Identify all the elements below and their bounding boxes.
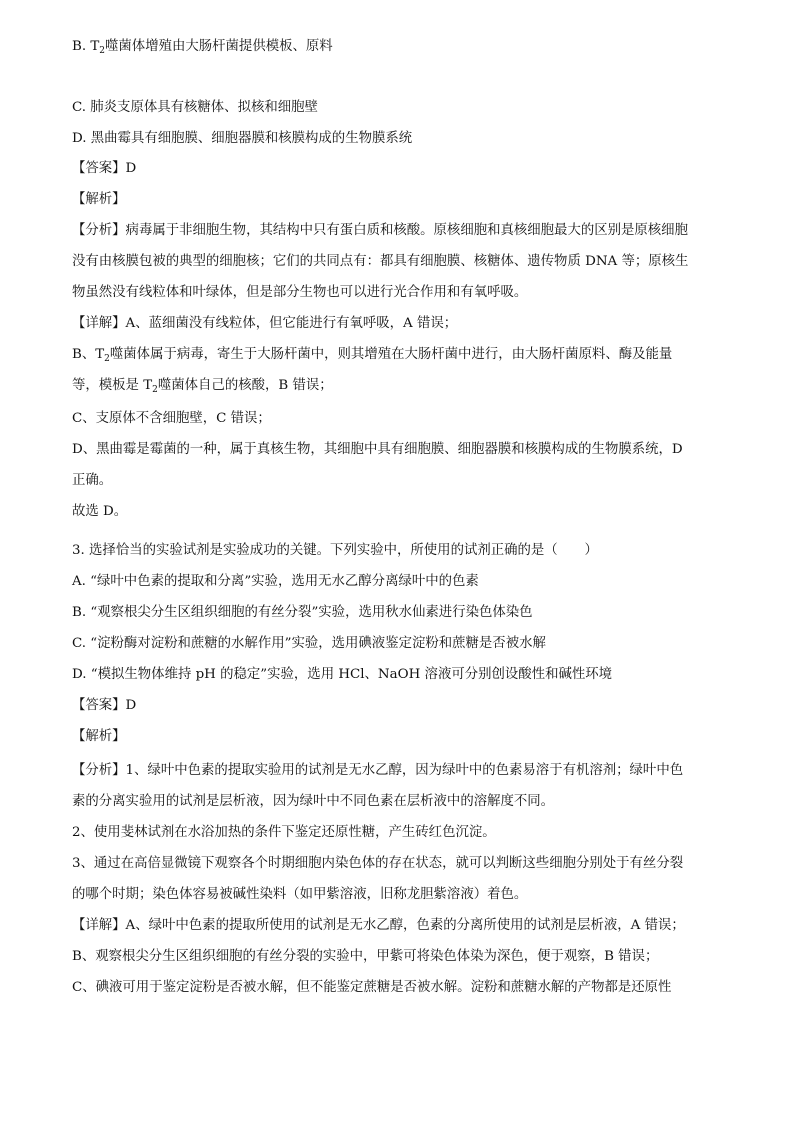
detail-line: C、碘液可用于鉴定淀粉是否被水解，但不能鉴定蔗糖是否被水解。淀粉和蔗糖水解的产物都是还原性	[72, 980, 672, 995]
detail-line-a: 【详解】A、蓝细菌没有线粒体，但它能进行有氧呼吸，A 错误；	[72, 316, 458, 331]
detail-line-d2: 正确。	[72, 473, 113, 488]
detail-line-d1: D、黑曲霉是霉菌的一种，属于真核生物，其细胞中具有细胞膜、细胞器膜和核膜构成的生物膜系统，D	[72, 442, 683, 457]
answer-line: 【答案】D	[72, 161, 137, 176]
analysis-line: 2、使用斐林试剂在水浴加热的条件下鉴定还原性糖，产生砖红色沉淀。	[72, 825, 496, 840]
analysis-line: 【分析】病毒属于非细胞生物，其结构中只有蛋白质和核酸。原核细胞和真核细胞最大的区别是原核细胞	[72, 223, 688, 238]
option-d: D. “模拟生物体维持 pH 的稳定”实验，选用 HCl、NaOH 溶液可分别创设酸性和碱性环境	[72, 667, 613, 682]
answer-line: 【答案】D	[72, 698, 137, 713]
option-c: C. “淀粉酶对淀粉和蔗糖的水解作用”实验，选用碘液鉴定淀粉和蔗糖是否被水解	[72, 636, 546, 651]
analysis-heading: 【解析】	[72, 192, 126, 207]
option-b: B. “观察根尖分生区组织细胞的有丝分裂”实验，选用秋水仙素进行染色体染色	[72, 605, 533, 620]
detail-line: B、观察根尖分生区组织细胞的有丝分裂的实验中，甲紫可将染色体染为深色，便于观察，B 错误；	[72, 949, 659, 964]
option-d: D. 黑曲霉具有细胞膜、细胞器膜和核膜构成的生物膜系统	[72, 131, 413, 146]
analysis-line: 的哪个时期；染色体容易被碱性染料（如甲紫溶液，旧称龙胆紫溶液）着色。	[72, 887, 528, 902]
analysis-line: 【分析】1、绿叶中色素的提取实验用的试剂是无水乙醇，因为绿叶中的色素易溶于有机溶剂；绿叶中色	[72, 763, 684, 778]
detail-line-b1: B、$T_2$噬菌体属于病毒，寄生于大肠杆菌中，则其增殖在大肠杆菌中进行，由大肠杆菌原料、酶及能量	[72, 347, 673, 364]
option-a: A. “绿叶中色素的提取和分离”实验，选用无水乙醇分离绿叶中的色素	[72, 574, 479, 589]
analysis-heading: 【解析】	[72, 729, 126, 744]
option-b: B. $T_2$噬菌体增殖由大肠杆菌提供模板、原料	[72, 39, 333, 56]
question-stem: 3. 选择恰当的实验试剂是实验成功的关键。下列实验中，所使用的试剂正确的是（ ）	[72, 543, 598, 558]
detail-line: 【详解】A、绿叶中色素的提取所使用的试剂是无水乙醇，色素的分离所使用的试剂是层析液，A 错误；	[72, 918, 685, 933]
analysis-line: 素的分离实验用的试剂是层析液，因为绿叶中不同色素在层析液中的溶解度不同。	[72, 794, 555, 809]
analysis-line: 物虽然没有线粒体和叶绿体，但是部分生物也可以进行光合作用和有氧呼吸。	[72, 285, 528, 300]
option-c: C. 肺炎支原体具有核糖体、拟核和细胞壁	[72, 100, 318, 115]
analysis-line: 没有由核膜包被的典型的细胞核；它们的共同点有：都具有细胞膜、核糖体、遗传物质 DNA 等；原核生	[72, 254, 689, 269]
conclusion-line: 故选 D。	[72, 504, 128, 519]
analysis-line: 3、通过在高倍显微镜下观察各个时期细胞内染色体的存在状态，就可以判断这些细胞分别处于有丝分裂	[72, 856, 684, 871]
detail-line-b2: 等，模板是 $T_2$噬菌体自己的核酸，B 错误；	[72, 378, 333, 395]
detail-line-c: C、支原体不含细胞壁，C 错误；	[72, 411, 271, 426]
